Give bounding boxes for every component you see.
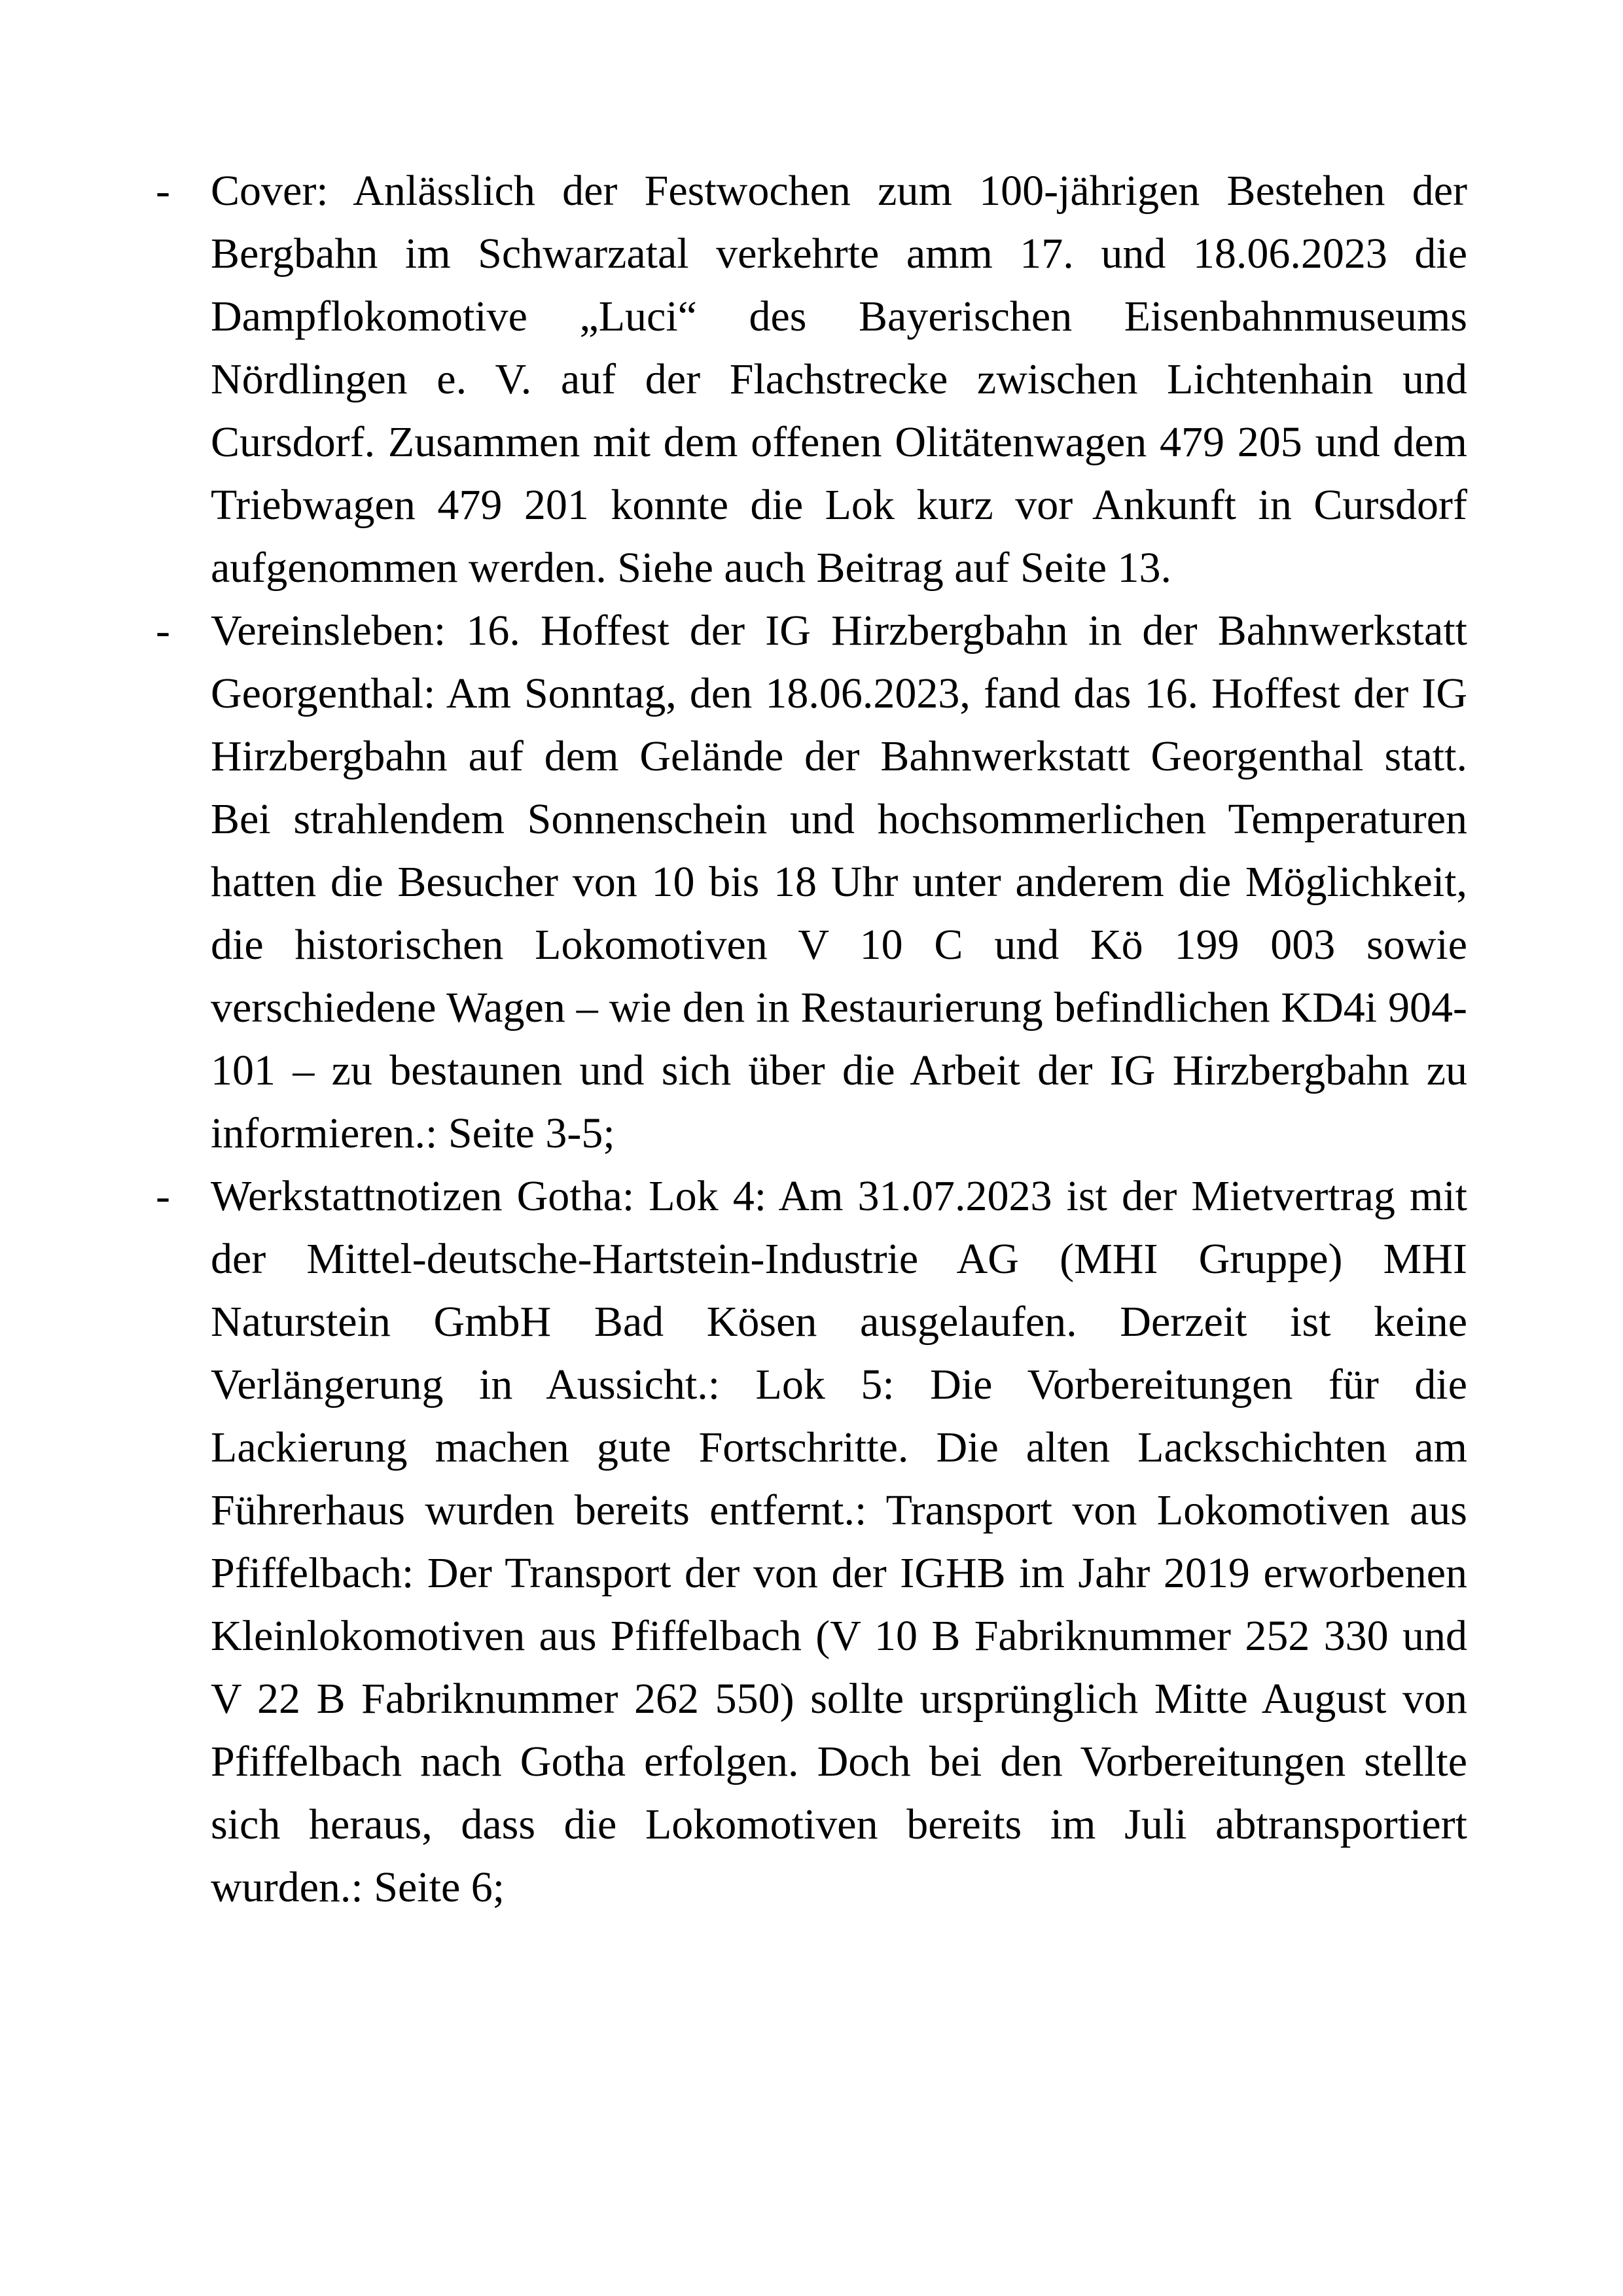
- list-item-text: Cover: Anlässlich der Festwochen zum 100-jährigen Bestehen der Bergbahn im Schwarzatal verkehrte amm 17. und 18.06.2023 die Dampflokomotive „Luci“ des Bayerischen Eisenbahnmuseums Nördlingen e. V. auf der Flachstrecke zwischen Lichtenhain und Cursdorf. Zusammen mit dem offenen Olitätenwagen 479 205 und dem Triebwagen 479 201 konnte die Lok kurz vor Ankunft in Cursdorf aufgenommen werden. Siehe auch Beitrag auf Seite 13.: [211, 167, 1467, 592]
- list-item-vereinsleben: [152, 600, 1467, 1165]
- entry-list: [152, 160, 1467, 1919]
- list-bullet: -: [156, 607, 170, 655]
- list-bullet: -: [156, 1172, 170, 1220]
- list-item-cover: [152, 160, 1467, 600]
- list-item-werkstattnotizen: [152, 1165, 1467, 1919]
- list-item-text: Vereinsleben: 16. Hoffest der IG Hirzbergbahn in der Bahnwerkstatt Georgenthal: Am Sonntag, den 18.06.2023, fand das 16. Hoffest der IG Hirzbergbahn auf dem Gelände der Bahnwerkstatt Georgenthal statt. Bei strahlendem Sonnenschein und hochsommerlichen Temperaturen hatten die Besucher von 10 bis 18 Uhr unter anderem die Möglichkeit, die historischen Lokomotiven V 10 C und Kö 199 003 sowie verschiedene Wagen – wie den in Restaurierung befindlichen KD4i 904-101 – zu bestaunen und sich über die Arbeit der IG Hirzbergbahn zu informieren.: Seite 3-5;: [211, 607, 1467, 1157]
- list-item-text: Werkstattnotizen Gotha: Lok 4: Am 31.07.2023 ist der Mietvertrag mit der Mittel-deutsche-Hartstein-Industrie AG (MHI Gruppe) MHI Naturstein GmbH Bad Kösen ausgelaufen. Derzeit ist keine Verlängerung in Aussicht.: Lok 5: Die Vorbereitungen für die Lackierung machen gute Fortschritte. Die alten Lackschichten am Führerhaus wurden bereits entfernt.: Transport von Lokomotiven aus Pfiffelbach: Der Transport der von der IGHB im Jahr 2019 erworbenen Kleinlokomotiven aus Pfiffelbach (V 10 B Fabriknummer 252 330 und V 22 B Fabriknummer 262 550) sollte ursprünglich Mitte August von Pfiffelbach nach Gotha erfolgen. Doch bei den Vorbereitungen stellte sich heraus, dass die Lokomotiven bereits im Juli abtransportiert wurden.: Seite 6;: [211, 1172, 1467, 1911]
- list-bullet: -: [156, 167, 170, 215]
